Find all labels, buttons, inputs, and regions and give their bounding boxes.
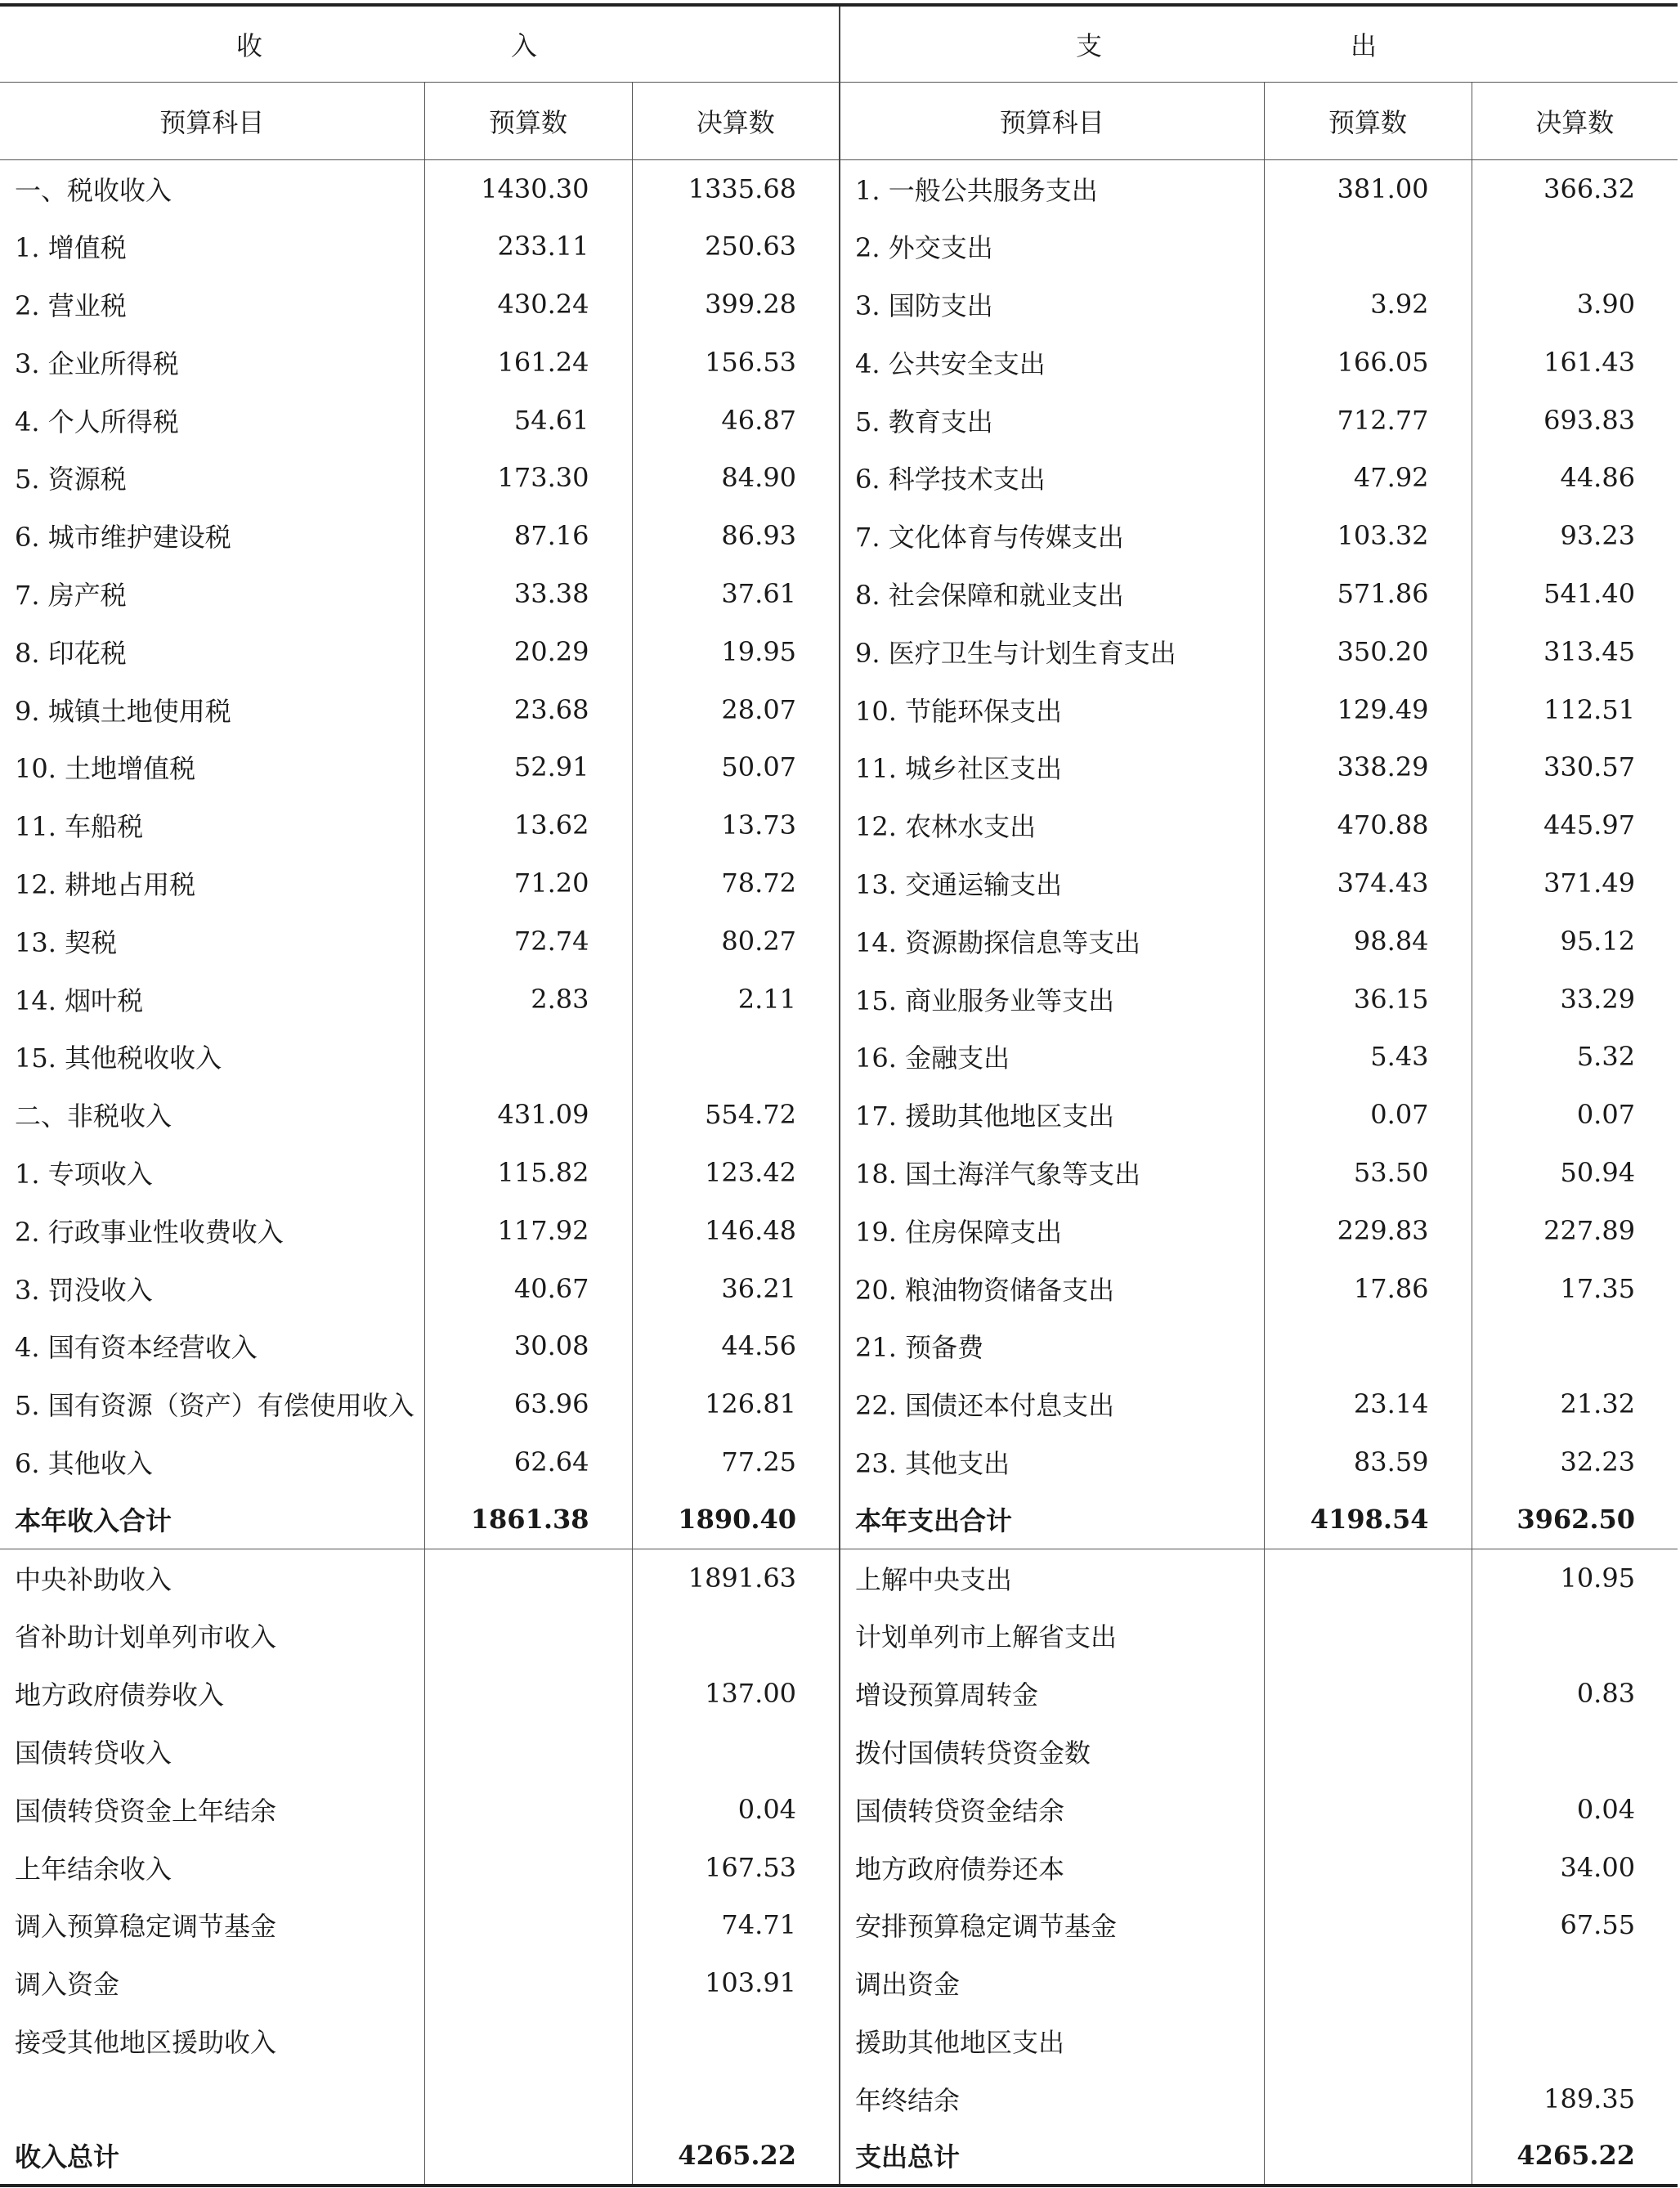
expense-budget-cell xyxy=(1264,2069,1472,2127)
expense-final-cell: 4265.22 xyxy=(1472,2127,1678,2186)
table-row xyxy=(0,1954,1678,2012)
income-budget-cell: 62.64 xyxy=(424,1433,632,1491)
expense-budget-cell: 36.15 xyxy=(1264,970,1472,1028)
expense-budget-cell: 381.00 xyxy=(1264,159,1472,217)
expense-subject-cell: 16. 金融支出 xyxy=(840,1028,1264,1086)
income-budget-cell xyxy=(424,1665,632,1723)
expense-subject-cell: 21. 预备费 xyxy=(840,1317,1264,1375)
expense-subject-cell: 本年支出合计 xyxy=(840,1491,1264,1549)
expense-budget-cell: 374.43 xyxy=(1264,854,1472,912)
total-row xyxy=(0,2127,1678,2186)
expense-final-cell: 0.07 xyxy=(1576,1099,1636,1131)
table-row xyxy=(0,1375,1678,1433)
expense-final-header: 决算数 xyxy=(1472,82,1678,159)
expense-budget-cell: 103.32 xyxy=(1264,507,1472,565)
expense-subject-cell: 援助其他地区支出 xyxy=(840,2012,1264,2070)
income-final-cell xyxy=(632,1723,840,1781)
expense-final-cell xyxy=(1472,2012,1678,2070)
income-budget-cell: 2.83 xyxy=(424,970,632,1028)
income-final-cell: 4265.22 xyxy=(632,2127,840,2186)
expense-budget-cell: 129.49 xyxy=(1264,680,1472,738)
income-budget-cell: 173.30 xyxy=(424,449,632,507)
income-budget-cell: 115.82 xyxy=(424,1144,632,1202)
expense-subject-cell: 14. 资源勘探信息等支出 xyxy=(840,912,1264,970)
table-row xyxy=(0,2012,1678,2070)
income-final-cell: 28.07 xyxy=(632,680,840,738)
expense-subject-cell: 增设预算周转金 xyxy=(840,1665,1264,1723)
expense-budget-cell: 47.92 xyxy=(1264,449,1472,507)
expense-budget-cell: 83.59 xyxy=(1264,1433,1472,1491)
income-subject-cell: 收入总计 xyxy=(0,2127,424,2186)
expense-subject-cell: 23. 其他支出 xyxy=(840,1433,1264,1491)
income-subject-cell: 上年结余收入 xyxy=(0,1838,424,1896)
income-subject-cell: 11. 车船税 xyxy=(0,796,424,854)
income-final-cell xyxy=(632,1028,840,1086)
expense-budget-cell: 23.14 xyxy=(1264,1375,1472,1433)
expense-final-cell xyxy=(1472,1954,1678,2012)
expense-subject-cell: 8. 社会保障和就业支出 xyxy=(840,565,1264,623)
expense-subject-cell: 15. 商业服务业等支出 xyxy=(840,970,1264,1028)
expense-final-cell: 17.35 xyxy=(1560,1272,1636,1304)
table-row xyxy=(0,159,1678,217)
income-subject-cell: 3. 罚没收入 xyxy=(0,1259,424,1317)
column-header-row xyxy=(0,82,1678,159)
expense-budget-cell: 166.05 xyxy=(1264,333,1472,391)
expense-final-cell: 3.90 xyxy=(1576,288,1636,320)
expense-budget-cell xyxy=(1264,2127,1472,2186)
income-final-cell: 1335.68 xyxy=(632,159,840,217)
income-subject-cell xyxy=(0,2069,424,2127)
expense-budget-cell: 470.88 xyxy=(1264,796,1472,854)
expense-final-cell: 34.00 xyxy=(1560,1851,1636,1883)
income-budget-cell: 117.92 xyxy=(424,1201,632,1259)
expense-budget-cell xyxy=(1264,217,1472,276)
expense-final-cell: 541.40 xyxy=(1543,577,1636,609)
income-subject-cell: 中央补助收入 xyxy=(0,1549,424,1607)
income-budget-cell: 54.61 xyxy=(424,391,632,449)
income-final-cell: 123.42 xyxy=(632,1144,840,1202)
income-subject-cell: 本年收入合计 xyxy=(0,1491,424,1549)
income-final-cell: 137.00 xyxy=(632,1665,840,1723)
expense-budget-cell: 712.77 xyxy=(1264,391,1472,449)
income-final-cell: 399.28 xyxy=(632,276,840,334)
income-subject-cell: 1. 专项收入 xyxy=(0,1144,424,1202)
expense-subject-cell: 17. 援助其他地区支出 xyxy=(840,1086,1264,1144)
income-budget-cell xyxy=(424,1954,632,2012)
table-row xyxy=(0,738,1678,796)
expense-subject-cell: 10. 节能环保支出 xyxy=(840,680,1264,738)
income-budget-cell xyxy=(424,1896,632,1954)
table-row xyxy=(0,912,1678,970)
expense-final-cell: 189.35 xyxy=(1543,2083,1636,2114)
expense-subject-cell: 调出资金 xyxy=(840,1954,1264,2012)
income-subject-cell: 12. 耕地占用税 xyxy=(0,854,424,912)
income-subject-cell: 7. 房产税 xyxy=(0,565,424,623)
expense-budget-header: 预算数 xyxy=(1264,82,1472,159)
income-subject-cell: 6. 城市维护建设税 xyxy=(0,507,424,565)
income-budget-cell: 30.08 xyxy=(424,1317,632,1375)
income-subject-cell: 15. 其他税收收入 xyxy=(0,1028,424,1086)
income-final-cell: 126.81 xyxy=(632,1375,840,1433)
income-subject-cell: 国债转贷资金上年结余 xyxy=(0,1780,424,1838)
table-row xyxy=(0,1665,1678,1723)
expense-subject-cell: 2. 外交支出 xyxy=(840,217,1264,276)
expense-final-cell: 693.83 xyxy=(1543,404,1636,436)
expense-subject-cell: 7. 文化体育与传媒支出 xyxy=(840,507,1264,565)
expense-budget-cell: 350.20 xyxy=(1264,622,1472,680)
income-final-cell xyxy=(632,1607,840,1665)
table-row xyxy=(0,565,1678,623)
income-final-cell: 146.48 xyxy=(632,1201,840,1259)
table-row xyxy=(0,680,1678,738)
expense-subject-cell: 地方政府债券还本 xyxy=(840,1838,1264,1896)
total-row xyxy=(0,1491,1678,1549)
table-row xyxy=(0,1838,1678,1896)
table-row xyxy=(0,217,1678,276)
expense-final-cell xyxy=(1472,1607,1678,1665)
income-subject-cell: 14. 烟叶税 xyxy=(0,970,424,1028)
income-final-cell: 84.90 xyxy=(632,449,840,507)
table-row xyxy=(0,276,1678,334)
expense-final-cell: 50.94 xyxy=(1560,1156,1636,1188)
expense-budget-cell: 4198.54 xyxy=(1264,1491,1472,1549)
expense-subject-cell: 4. 公共安全支出 xyxy=(840,333,1264,391)
expense-final-cell: 161.43 xyxy=(1543,346,1636,378)
income-budget-cell: 23.68 xyxy=(424,680,632,738)
income-final-cell: 156.53 xyxy=(632,333,840,391)
expense-subject-cell: 3. 国防支出 xyxy=(840,276,1264,334)
income-final-cell: 1891.63 xyxy=(632,1549,840,1607)
table-row xyxy=(0,1028,1678,1086)
expense-budget-cell: 0.07 xyxy=(1264,1086,1472,1144)
expense-subject-cell: 6. 科学技术支出 xyxy=(840,449,1264,507)
expense-subject-cell: 11. 城乡社区支出 xyxy=(840,738,1264,796)
income-subject-cell: 省补助计划单列市收入 xyxy=(0,1607,424,1665)
table-row xyxy=(0,1723,1678,1781)
income-subject-cell: 3. 企业所得税 xyxy=(0,333,424,391)
expense-subject-cell: 19. 住房保障支出 xyxy=(840,1201,1264,1259)
expense-budget-cell xyxy=(1264,1723,1472,1781)
section-header-row xyxy=(0,5,1678,82)
expense-final-cell: 21.32 xyxy=(1560,1388,1636,1420)
expense-final-cell: 67.55 xyxy=(1560,1909,1636,1941)
table-row xyxy=(0,1607,1678,1665)
expense-final-cell: 445.97 xyxy=(1543,809,1636,841)
expense-subject-cell: 22. 国债还本付息支出 xyxy=(840,1375,1264,1433)
income-budget-cell: 1430.30 xyxy=(424,159,632,217)
expense-final-cell: 33.29 xyxy=(1560,983,1636,1015)
income-subject-cell: 地方政府债券收入 xyxy=(0,1665,424,1723)
expense-budget-cell: 3.92 xyxy=(1264,276,1472,334)
income-budget-cell xyxy=(424,1607,632,1665)
income-budget-cell xyxy=(424,1780,632,1838)
income-budget-cell xyxy=(424,2069,632,2127)
income-budget-cell xyxy=(424,2012,632,2070)
income-budget-cell xyxy=(424,1028,632,1086)
expense-budget-cell: 17.86 xyxy=(1264,1259,1472,1317)
expense-final-cell: 5.32 xyxy=(1576,1041,1636,1073)
income-subject-cell: 13. 契税 xyxy=(0,912,424,970)
expense-budget-cell: 338.29 xyxy=(1264,738,1472,796)
income-final-cell: 2.11 xyxy=(632,970,840,1028)
budget-table xyxy=(0,3,1678,2187)
expense-subject-cell: 安排预算稳定调节基金 xyxy=(840,1896,1264,1954)
income-final-cell: 46.87 xyxy=(632,391,840,449)
income-final-cell: 80.27 xyxy=(632,912,840,970)
expense-budget-cell xyxy=(1264,1838,1472,1896)
income-final-cell: 50.07 xyxy=(632,738,840,796)
income-final-cell: 77.25 xyxy=(632,1433,840,1491)
expense-budget-cell xyxy=(1264,1607,1472,1665)
expense-subject-cell: 上解中央支出 xyxy=(840,1549,1264,1607)
income-subject-cell: 一、税收收入 xyxy=(0,159,424,217)
income-final-cell: 167.53 xyxy=(632,1838,840,1896)
expense-subject-cell: 5. 教育支出 xyxy=(840,391,1264,449)
expense-final-cell: 330.57 xyxy=(1543,751,1636,783)
income-budget-cell: 233.11 xyxy=(424,217,632,276)
income-subject-cell: 9. 城镇土地使用税 xyxy=(0,680,424,738)
income-subject-cell: 4. 国有资本经营收入 xyxy=(0,1317,424,1375)
income-final-cell: 74.71 xyxy=(632,1896,840,1954)
expense-final-cell xyxy=(1472,1723,1678,1781)
expense-subject-cell: 12. 农林水支出 xyxy=(840,796,1264,854)
income-budget-cell: 52.91 xyxy=(424,738,632,796)
expense-budget-cell xyxy=(1264,1954,1472,2012)
income-final-cell: 1890.40 xyxy=(632,1491,840,1549)
income-budget-cell xyxy=(424,1549,632,1607)
expense-final-cell xyxy=(1472,217,1678,276)
income-final-cell: 37.61 xyxy=(632,565,840,623)
income-budget-cell: 72.74 xyxy=(424,912,632,970)
expense-section-title: 支 出 xyxy=(840,5,1678,82)
expense-final-cell: 44.86 xyxy=(1560,462,1636,494)
income-budget-cell: 40.67 xyxy=(424,1259,632,1317)
expense-budget-cell xyxy=(1264,1549,1472,1607)
table-row xyxy=(0,333,1678,391)
expense-budget-cell xyxy=(1264,2012,1472,2070)
expense-budget-cell: 53.50 xyxy=(1264,1144,1472,1202)
income-final-cell: 0.04 xyxy=(632,1780,840,1838)
income-final-cell: 36.21 xyxy=(632,1259,840,1317)
income-final-cell xyxy=(632,2012,840,2070)
income-budget-cell: 13.62 xyxy=(424,796,632,854)
expense-subject-cell: 年终结余 xyxy=(840,2069,1264,2127)
income-subject-cell: 1. 增值税 xyxy=(0,217,424,276)
income-subject-cell: 二、非税收入 xyxy=(0,1086,424,1144)
expense-final-cell: 112.51 xyxy=(1543,693,1636,725)
income-final-cell: 19.95 xyxy=(632,622,840,680)
expense-budget-cell xyxy=(1264,1896,1472,1954)
table-row xyxy=(0,1201,1678,1259)
table-row xyxy=(0,1896,1678,1954)
expense-budget-cell: 5.43 xyxy=(1264,1028,1472,1086)
income-subject-header: 预算科目 xyxy=(0,82,424,159)
table-row xyxy=(0,507,1678,565)
income-budget-cell: 20.29 xyxy=(424,622,632,680)
expense-budget-cell xyxy=(1264,1317,1472,1375)
income-final-cell: 250.63 xyxy=(632,217,840,276)
income-subject-cell: 4. 个人所得税 xyxy=(0,391,424,449)
income-final-cell: 44.56 xyxy=(632,1317,840,1375)
table-row xyxy=(0,1086,1678,1144)
table-row xyxy=(0,1144,1678,1202)
income-subject-cell: 调入资金 xyxy=(0,1954,424,2012)
income-subject-cell: 5. 国有资源（资产）有偿使用收入 xyxy=(0,1375,424,1433)
expense-subject-header: 预算科目 xyxy=(840,82,1264,159)
income-budget-cell: 63.96 xyxy=(424,1375,632,1433)
income-final-cell xyxy=(632,2069,840,2127)
income-subject-cell: 国债转贷收入 xyxy=(0,1723,424,1781)
income-budget-cell: 71.20 xyxy=(424,854,632,912)
income-subject-cell: 6. 其他收入 xyxy=(0,1433,424,1491)
income-subject-cell: 2. 行政事业性收费收入 xyxy=(0,1201,424,1259)
expense-budget-cell xyxy=(1264,1665,1472,1723)
table-row xyxy=(0,449,1678,507)
income-subject-cell: 调入预算稳定调节基金 xyxy=(0,1896,424,1954)
expense-final-cell: 93.23 xyxy=(1560,520,1636,552)
table-row xyxy=(0,1780,1678,1838)
income-final-cell: 86.93 xyxy=(632,507,840,565)
expense-budget-cell: 571.86 xyxy=(1264,565,1472,623)
income-final-cell: 78.72 xyxy=(632,854,840,912)
table-row xyxy=(0,391,1678,449)
table-row xyxy=(0,1549,1678,1607)
income-budget-cell: 431.09 xyxy=(424,1086,632,1144)
expense-final-cell: 366.32 xyxy=(1543,173,1636,204)
expense-budget-cell: 98.84 xyxy=(1264,912,1472,970)
expense-subject-cell: 支出总计 xyxy=(840,2127,1264,2186)
expense-final-cell: 95.12 xyxy=(1560,925,1636,957)
expense-budget-cell: 229.83 xyxy=(1264,1201,1472,1259)
table-row xyxy=(0,854,1678,912)
income-final-cell: 103.91 xyxy=(632,1954,840,2012)
expense-final-cell: 32.23 xyxy=(1560,1446,1636,1477)
income-budget-cell xyxy=(424,1723,632,1781)
income-budget-cell xyxy=(424,2127,632,2186)
income-final-cell: 554.72 xyxy=(632,1086,840,1144)
expense-final-cell: 3962.50 xyxy=(1516,1504,1636,1536)
income-final-cell: 13.73 xyxy=(632,796,840,854)
expense-subject-cell: 1. 一般公共服务支出 xyxy=(840,159,1264,217)
income-section-title: 收 入 xyxy=(0,5,840,82)
expense-subject-cell: 18. 国土海洋气象等支出 xyxy=(840,1144,1264,1202)
table-row xyxy=(0,1317,1678,1375)
expense-final-cell: 10.95 xyxy=(1472,1549,1678,1607)
income-budget-cell: 430.24 xyxy=(424,276,632,334)
income-subject-cell: 10. 土地增值税 xyxy=(0,738,424,796)
income-final-header: 决算数 xyxy=(632,82,840,159)
income-budget-cell: 87.16 xyxy=(424,507,632,565)
table-row xyxy=(0,1259,1678,1317)
expense-subject-cell: 13. 交通运输支出 xyxy=(840,854,1264,912)
income-subject-cell: 接受其他地区援助收入 xyxy=(0,2012,424,2070)
income-budget-header: 预算数 xyxy=(424,82,632,159)
expense-subject-cell: 拨付国债转贷资金数 xyxy=(840,1723,1264,1781)
table-row xyxy=(0,796,1678,854)
expense-subject-cell: 9. 医疗卫生与计划生育支出 xyxy=(840,622,1264,680)
expense-final-cell: 0.04 xyxy=(1576,1793,1636,1825)
table-row xyxy=(0,1433,1678,1491)
income-budget-cell: 161.24 xyxy=(424,333,632,391)
expense-subject-cell: 计划单列市上解省支出 xyxy=(840,1607,1264,1665)
income-subject-cell: 8. 印花税 xyxy=(0,622,424,680)
table-row xyxy=(0,622,1678,680)
expense-final-cell: 227.89 xyxy=(1543,1214,1636,1246)
expense-final-cell: 371.49 xyxy=(1543,867,1636,899)
expense-final-cell xyxy=(1472,1317,1678,1375)
expense-subject-cell: 国债转贷资金结余 xyxy=(840,1780,1264,1838)
table-row xyxy=(0,2069,1678,2127)
expense-final-cell: 0.83 xyxy=(1576,1678,1636,1710)
expense-final-cell: 313.45 xyxy=(1543,635,1636,667)
income-budget-cell: 1861.38 xyxy=(424,1491,632,1549)
income-budget-cell xyxy=(424,1838,632,1896)
income-subject-cell: 2. 营业税 xyxy=(0,276,424,334)
table-row xyxy=(0,970,1678,1028)
table-body xyxy=(0,159,1678,2186)
expense-subject-cell: 20. 粮油物资储备支出 xyxy=(840,1259,1264,1317)
income-subject-cell: 5. 资源税 xyxy=(0,449,424,507)
income-budget-cell: 33.38 xyxy=(424,565,632,623)
expense-budget-cell xyxy=(1264,1780,1472,1838)
